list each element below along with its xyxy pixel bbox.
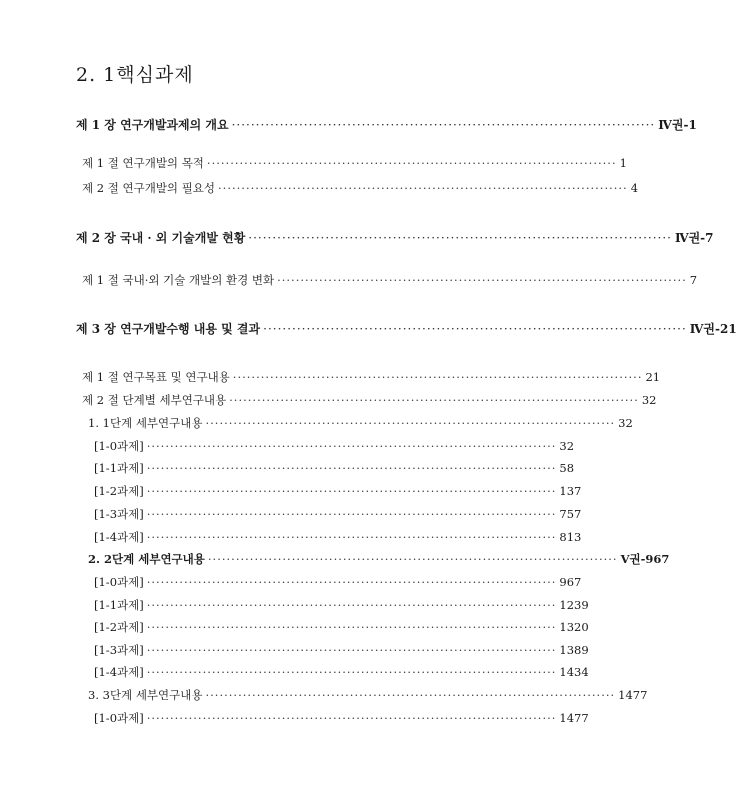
toc-page-number: 137 bbox=[559, 484, 582, 498]
toc-task-1-4-stage-2 bbox=[94, 664, 589, 680]
toc-label: 3. 3단계 세부연구내용 bbox=[88, 688, 203, 702]
toc-page-number: 813 bbox=[559, 530, 582, 544]
toc-leader: ························································································ bbox=[206, 156, 617, 170]
toc-page-number: 1 bbox=[619, 156, 627, 170]
toc-task-1-0-stage-2 bbox=[94, 574, 582, 590]
toc-section-3-1 bbox=[82, 369, 661, 385]
toc-page-number: 32 bbox=[641, 393, 657, 407]
toc-leader: ························································································ bbox=[146, 598, 557, 612]
toc-label: [1-4과제] bbox=[94, 665, 144, 679]
toc-task-1-0-stage-1 bbox=[94, 438, 575, 454]
toc-leader: ························································································ bbox=[232, 370, 643, 384]
toc-label: 2. 2단계 세부연구내용 bbox=[88, 552, 205, 566]
toc-task-1-4-stage-1 bbox=[94, 529, 582, 545]
toc-page-number: Ⅳ권-7 bbox=[674, 231, 714, 245]
toc-leader: ························································································ bbox=[146, 665, 557, 679]
toc-page-number: Ⅴ권-967 bbox=[620, 552, 670, 566]
toc-page-number: 4 bbox=[630, 181, 639, 195]
toc-leader: ························································································ bbox=[146, 507, 557, 521]
toc-leader: ························································································ bbox=[146, 620, 557, 634]
toc-leader: ························································································ bbox=[146, 484, 557, 498]
toc-label: [1-3과제] bbox=[94, 643, 144, 657]
toc-page-number: 32 bbox=[618, 416, 633, 430]
toc-label: [1-1과제] bbox=[94, 598, 144, 612]
toc-page-number: 1389 bbox=[559, 643, 589, 657]
toc-chapter-2 bbox=[76, 229, 714, 246]
toc-stage-3 bbox=[88, 687, 648, 703]
toc-label: 제 2 장 국내 · 외 기술개발 현황 bbox=[76, 231, 246, 245]
toc-page-number: 757 bbox=[559, 507, 582, 521]
toc-page-number: Ⅳ권-21 bbox=[689, 322, 737, 336]
toc-section-2-1 bbox=[82, 272, 698, 288]
toc-leader: ························································································ bbox=[205, 416, 616, 430]
toc-section-3-2 bbox=[82, 392, 657, 408]
toc-label: [1-0과제] bbox=[94, 711, 144, 725]
toc-label: [1-3과제] bbox=[94, 507, 144, 521]
toc-section-1-1 bbox=[82, 155, 627, 171]
toc-label: 제 2 절 연구개발의 필요성 bbox=[82, 181, 216, 195]
toc-leader: ························································································ bbox=[248, 231, 672, 245]
toc-page-number: 1320 bbox=[559, 620, 589, 634]
toc-leader: ························································································ bbox=[146, 643, 557, 657]
toc-page-number: 21 bbox=[645, 370, 661, 384]
toc-task-1-3-stage-2 bbox=[94, 642, 589, 658]
page-heading: 2. 1핵심과제 bbox=[76, 64, 194, 86]
toc-leader: ························································································ bbox=[146, 439, 557, 453]
toc-label: 제 2 절 단계별 세부연구내용 bbox=[82, 393, 227, 407]
toc-leader: ························································································ bbox=[146, 461, 557, 475]
toc-leader: ························································································ bbox=[229, 393, 639, 407]
toc-task-1-0-stage-3 bbox=[94, 710, 589, 726]
toc-leader: ························································································ bbox=[263, 322, 687, 336]
toc-label: 제 1 절 국내·외 기술 개발의 환경 변화 bbox=[82, 273, 275, 287]
toc-leader: ························································································ bbox=[146, 575, 557, 589]
toc-page-number: 58 bbox=[559, 461, 575, 475]
toc-task-1-3-stage-1 bbox=[94, 506, 582, 522]
toc-label: [1-0과제] bbox=[94, 439, 144, 453]
toc-chapter-1 bbox=[76, 116, 697, 133]
toc-label: 제 1 절 연구개발의 목적 bbox=[82, 156, 204, 170]
toc-label: 제 1 절 연구목표 및 연구내용 bbox=[82, 370, 230, 384]
toc-label: [1-2과제] bbox=[94, 484, 144, 498]
toc-leader: ························································································ bbox=[207, 552, 618, 566]
toc-label: [1-0과제] bbox=[94, 575, 144, 589]
toc-label: [1-2과제] bbox=[94, 620, 144, 634]
toc-page-number: Ⅳ권-1 bbox=[658, 118, 697, 132]
toc-page-number: 32 bbox=[559, 439, 575, 453]
toc-leader: ························································································ bbox=[218, 181, 628, 195]
toc-page-number: 967 bbox=[559, 575, 582, 589]
toc-stage-2 bbox=[88, 551, 670, 567]
toc-label: 제 3 장 연구개발수행 내용 및 결과 bbox=[76, 322, 261, 336]
toc-leader: ························································································ bbox=[146, 530, 557, 544]
toc-task-1-1-stage-2 bbox=[94, 597, 589, 613]
toc-label: 1. 1단계 세부연구내용 bbox=[88, 416, 203, 430]
toc-page-number: 1477 bbox=[618, 688, 648, 702]
toc-leader: ························································································ bbox=[205, 688, 616, 702]
toc-page-number: 1239 bbox=[559, 598, 589, 612]
toc-stage-1 bbox=[88, 415, 633, 431]
toc-page-number: 1477 bbox=[559, 711, 589, 725]
toc-page-number: 1434 bbox=[559, 665, 589, 679]
toc-task-1-2-stage-1 bbox=[94, 483, 582, 499]
toc-label: [1-4과제] bbox=[94, 530, 144, 544]
toc-label: 제 1 장 연구개발과제의 개요 bbox=[76, 118, 229, 132]
toc-section-1-2 bbox=[82, 180, 639, 196]
toc-label: [1-1과제] bbox=[94, 461, 144, 475]
toc-task-1-2-stage-2 bbox=[94, 619, 589, 635]
toc-task-1-1-stage-1 bbox=[94, 460, 575, 476]
toc-leader: ························································································ bbox=[146, 711, 557, 725]
toc-leader: ························································································ bbox=[231, 118, 656, 132]
toc-leader: ························································································ bbox=[277, 273, 687, 287]
toc-chapter-3 bbox=[76, 320, 737, 337]
toc-page-number: 7 bbox=[689, 273, 698, 287]
